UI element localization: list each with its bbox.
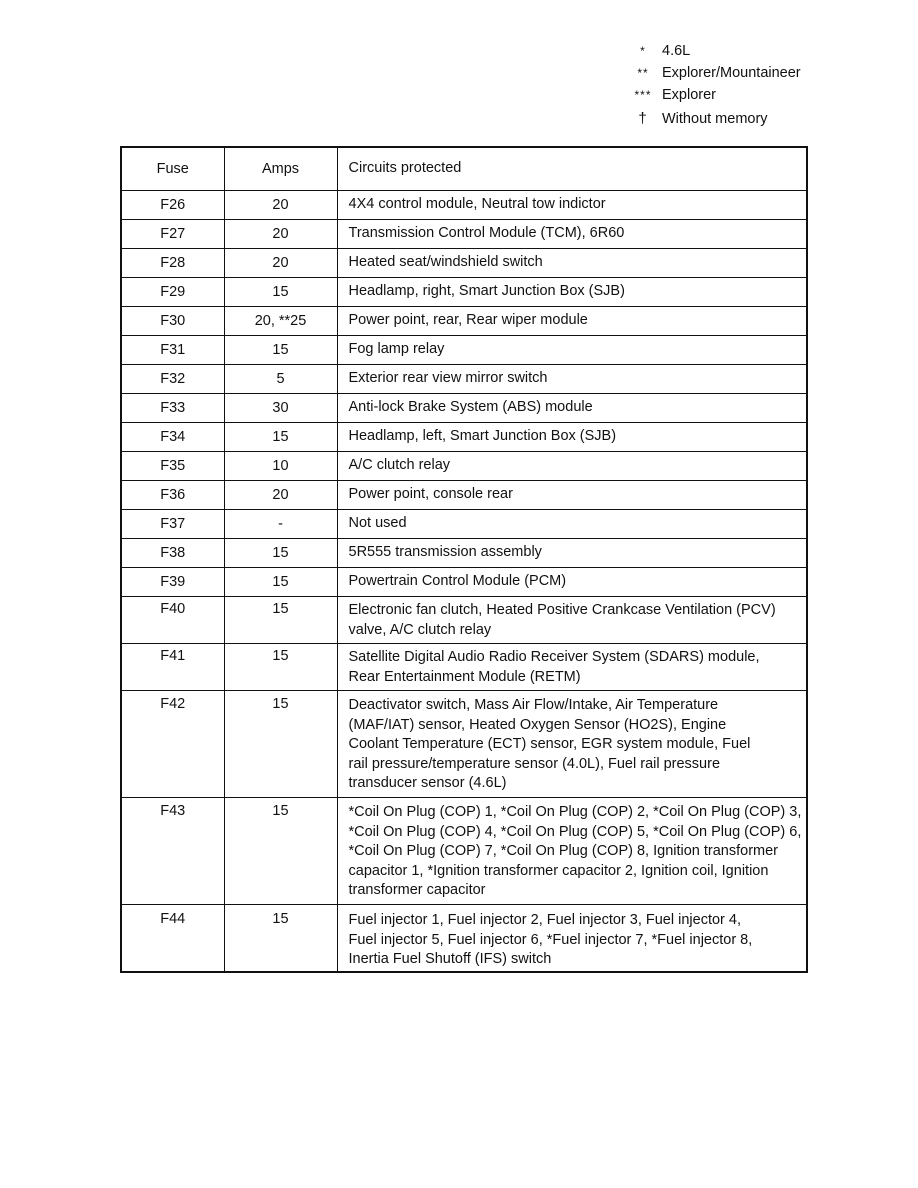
circuits-cell: 5R555 transmission assembly: [337, 539, 807, 568]
fuse-text: F44: [160, 911, 186, 927]
legend-item: [628, 62, 888, 84]
table-row: [121, 481, 807, 510]
amps-cell: 15: [224, 278, 337, 307]
fuse-cell: F33: [121, 394, 224, 423]
table-row: [121, 539, 807, 568]
circuits-cell: Exterior rear view mirror switch: [337, 365, 807, 394]
table-row: [121, 278, 807, 307]
circuits-cell: Headlamp, right, Smart Junction Box (SJB): [337, 278, 807, 307]
table-row: [121, 365, 807, 394]
fuse-table: [120, 146, 808, 973]
amps-text: 15: [272, 601, 289, 617]
fuse-cell: F32: [121, 365, 224, 394]
legend-text: Without memory: [662, 111, 768, 127]
table-row: [121, 905, 807, 973]
amps-cell: 30: [224, 394, 337, 423]
circuits-text: Deactivator switch, Mass Air Flow/Intake, Air Temperature (MAF/IAT) sensor, Heated Oxygen Sensor (HO2S), Engine Coolant Temperature (ECT) sensor, EGR system module, Fuel rail pressure/temperature sensor (4.0L), Fuel rail pressure transducer sensor (4.6L): [348, 697, 751, 791]
fuse-cell: F31: [121, 336, 224, 365]
circuits-cell: Headlamp, left, Smart Junction Box (SJB): [337, 423, 807, 452]
fuse-cell: F38: [121, 539, 224, 568]
amps-cell: 15: [224, 568, 337, 597]
amps-cell: [224, 644, 337, 691]
circuits-cell: [337, 691, 807, 798]
table-row: [121, 510, 807, 539]
legend-symbol: †: [638, 110, 648, 127]
table-row: [121, 568, 807, 597]
fuse-cell: F29: [121, 278, 224, 307]
circuits-cell: Power point, rear, Rear wiper module: [337, 307, 807, 336]
amps-cell: 20: [224, 249, 337, 278]
legend-symbol: ***: [634, 88, 652, 102]
fuse-cell: F39: [121, 568, 224, 597]
amps-cell: 15: [224, 336, 337, 365]
amps-cell: 20: [224, 481, 337, 510]
table-row: [121, 307, 807, 336]
amps-cell: [224, 905, 337, 973]
fuse-cell: F30: [121, 307, 224, 336]
legend-item: [628, 106, 888, 132]
circuits-cell: 4X4 control module, Neutral tow indictor: [337, 191, 807, 220]
fuse-cell: F28: [121, 249, 224, 278]
fuse-text: F40: [160, 601, 186, 617]
amps-cell: [224, 597, 337, 644]
legend-symbol: *: [640, 44, 646, 58]
amps-text: 15: [272, 696, 289, 712]
table-row: [121, 220, 807, 249]
fuse-text: F41: [160, 648, 186, 664]
amps-cell: 20, **25: [224, 307, 337, 336]
circuits-cell: Anti-lock Brake System (ABS) module: [337, 394, 807, 423]
circuits-text: Electronic fan clutch, Heated Positive Crankcase Ventilation (PCV) valve, A/C clutch relay: [348, 602, 776, 638]
amps-cell: 15: [224, 423, 337, 452]
amps-cell: 5: [224, 365, 337, 394]
table-row: [121, 452, 807, 481]
circuits-cell: Transmission Control Module (TCM), 6R60: [337, 220, 807, 249]
circuits-cell: Power point, console rear: [337, 481, 807, 510]
amps-text: 15: [272, 648, 289, 664]
header-amps: Amps: [224, 147, 337, 191]
circuits-cell: [337, 597, 807, 644]
table-row: [121, 597, 807, 644]
circuits-cell: [337, 644, 807, 691]
amps-cell: [224, 798, 337, 905]
circuits-cell: Fog lamp relay: [337, 336, 807, 365]
table-row: [121, 249, 807, 278]
fuse-cell: F37: [121, 510, 224, 539]
fuse-text: F42: [160, 696, 186, 712]
circuits-cell: Powertrain Control Module (PCM): [337, 568, 807, 597]
fuse-cell: [121, 798, 224, 905]
legend-item: [628, 40, 888, 62]
fuse-text: F43: [160, 803, 186, 819]
amps-cell: 20: [224, 191, 337, 220]
amps-text: 15: [272, 803, 289, 819]
table-row: [121, 423, 807, 452]
fuse-cell: [121, 597, 224, 644]
legend-item: [628, 84, 888, 106]
legend: [628, 40, 888, 132]
amps-cell: 15: [224, 539, 337, 568]
fuse-cell: F34: [121, 423, 224, 452]
amps-text: 15: [272, 911, 289, 927]
fuse-cell: F27: [121, 220, 224, 249]
circuits-cell: Heated seat/windshield switch: [337, 249, 807, 278]
circuits-cell: [337, 798, 807, 905]
circuits-cell: A/C clutch relay: [337, 452, 807, 481]
amps-cell: 20: [224, 220, 337, 249]
circuits-text: Fuel injector 1, Fuel injector 2, Fuel injector 3, Fuel injector 4, Fuel injector 5, Fuel injector 6, *Fuel injector 7, *Fuel injector 8, Inertia Fuel Shutoff (IFS) switch: [348, 912, 753, 967]
header-circuits: Circuits protected: [337, 147, 807, 191]
table-row: [121, 191, 807, 220]
legend-text: Explorer: [662, 87, 716, 103]
circuits-text: Satellite Digital Audio Radio Receiver System (SDARS) module, Rear Entertainment Module (RETM): [348, 649, 760, 685]
legend-text: Explorer/Mountaineer: [662, 65, 801, 81]
legend-symbol: **: [637, 66, 649, 80]
amps-cell: [224, 691, 337, 798]
fuse-cell: [121, 905, 224, 973]
table-row: [121, 394, 807, 423]
circuits-cell: [337, 905, 807, 973]
fuse-cell: [121, 644, 224, 691]
header-fuse: Fuse: [121, 147, 224, 191]
table-row: [121, 798, 807, 905]
amps-cell: -: [224, 510, 337, 539]
table-row: [121, 644, 807, 691]
fuse-cell: F26: [121, 191, 224, 220]
amps-cell: 10: [224, 452, 337, 481]
fuse-cell: F35: [121, 452, 224, 481]
legend-text: 4.6L: [662, 43, 691, 59]
table-header-row: [121, 147, 807, 191]
table-row: [121, 336, 807, 365]
circuits-text: *Coil On Plug (COP) 1, *Coil On Plug (COP) 2, *Coil On Plug (COP) 3, *Coil On Plug (COP) 4, *Coil On Plug (COP) 5, *Coil On Plug (COP) 6, *Coil On Plug (COP) 7, *Coil On Plug (COP) 8, Ignition transformer capacitor 1, *Ignition transformer capacitor 2, Ignition coil, Ignition transformer capacitor: [348, 804, 802, 898]
fuse-cell: [121, 691, 224, 798]
circuits-cell: Not used: [337, 510, 807, 539]
fuse-cell: F36: [121, 481, 224, 510]
table-row: [121, 691, 807, 798]
